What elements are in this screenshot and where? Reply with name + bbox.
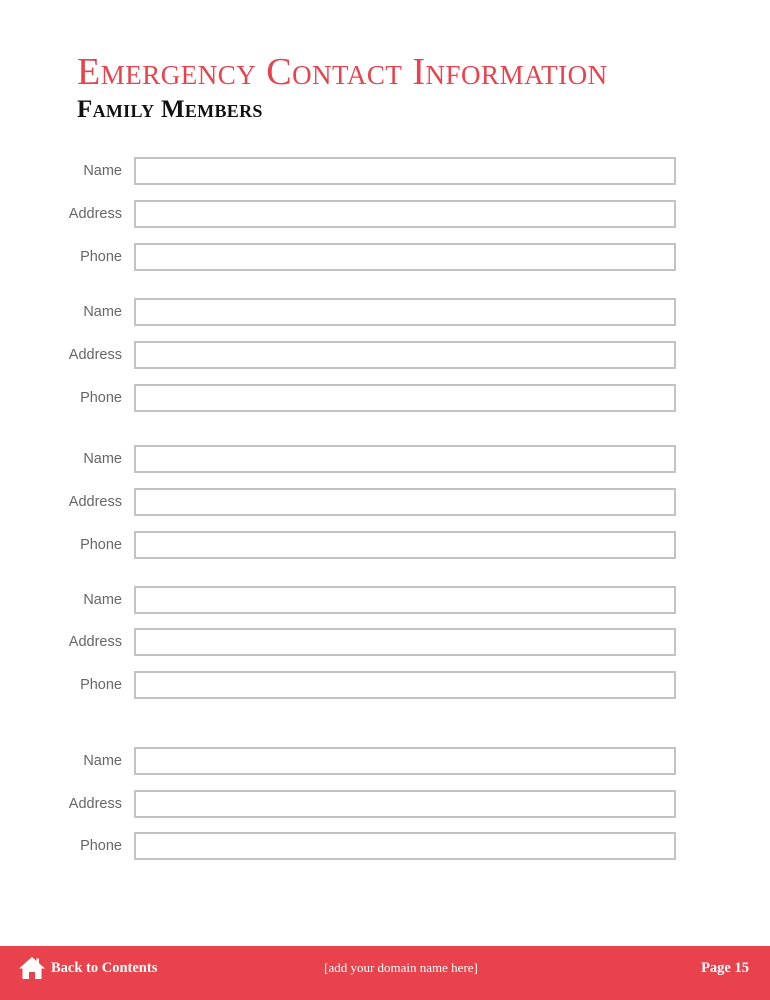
page-title: Emergency Contact Information bbox=[77, 51, 608, 93]
contact-2-phone-row bbox=[0, 384, 770, 412]
contact-2-address-row bbox=[0, 341, 770, 369]
contact-2-name-row bbox=[0, 298, 770, 326]
domain-placeholder: [add your domain name here] bbox=[324, 960, 478, 975]
contact-5-address-row bbox=[0, 790, 770, 818]
phone-label: Phone bbox=[80, 677, 122, 693]
contact-5-address-field[interactable] bbox=[134, 790, 676, 818]
address-label: Address bbox=[68, 494, 122, 510]
contact-4-phone-row bbox=[0, 671, 770, 699]
back-to-contents-label: Back to Contents bbox=[51, 959, 158, 976]
contact-3-phone-field[interactable] bbox=[134, 531, 676, 559]
contact-1-phone-field[interactable] bbox=[134, 243, 676, 271]
contact-1-name-field[interactable] bbox=[134, 157, 676, 185]
contact-4-address-row bbox=[0, 628, 770, 656]
contact-3-phone-row bbox=[0, 531, 770, 559]
section-title: Family Members bbox=[77, 96, 263, 123]
contact-2-phone-field[interactable] bbox=[134, 384, 676, 412]
contact-5-phone-field[interactable] bbox=[134, 832, 676, 860]
address-label: Address bbox=[68, 347, 122, 363]
contact-3-address-row bbox=[0, 488, 770, 516]
contact-5-name-field[interactable] bbox=[134, 747, 676, 775]
name-label: Name bbox=[83, 753, 122, 769]
contact-5-name-row bbox=[0, 747, 770, 775]
contact-5-phone-row bbox=[0, 832, 770, 860]
contact-1-address-row bbox=[0, 200, 770, 228]
contact-2-name-field[interactable] bbox=[134, 298, 676, 326]
contact-3-name-row bbox=[0, 445, 770, 473]
name-label: Name bbox=[83, 163, 122, 179]
phone-label: Phone bbox=[80, 537, 122, 553]
name-label: Name bbox=[83, 592, 122, 608]
phone-label: Phone bbox=[80, 390, 122, 406]
contact-4-phone-field[interactable] bbox=[134, 671, 676, 699]
contact-4-address-field[interactable] bbox=[134, 628, 676, 656]
contact-1-phone-row bbox=[0, 243, 770, 271]
contact-1-name-row bbox=[0, 157, 770, 185]
contact-4-name-field[interactable] bbox=[134, 586, 676, 614]
page-number: Page 15 bbox=[701, 960, 749, 976]
address-label: Address bbox=[68, 796, 122, 812]
footer-bar bbox=[0, 946, 770, 1000]
contact-2-address-field[interactable] bbox=[134, 341, 676, 369]
phone-label: Phone bbox=[80, 249, 122, 265]
contact-3-name-field[interactable] bbox=[134, 445, 676, 473]
name-label: Name bbox=[83, 304, 122, 320]
contact-3-address-field[interactable] bbox=[134, 488, 676, 516]
contact-4-name-row bbox=[0, 586, 770, 614]
phone-label: Phone bbox=[80, 838, 122, 854]
name-label: Name bbox=[83, 451, 122, 467]
address-label: Address bbox=[68, 206, 122, 222]
address-label: Address bbox=[68, 634, 122, 650]
contact-1-address-field[interactable] bbox=[134, 200, 676, 228]
